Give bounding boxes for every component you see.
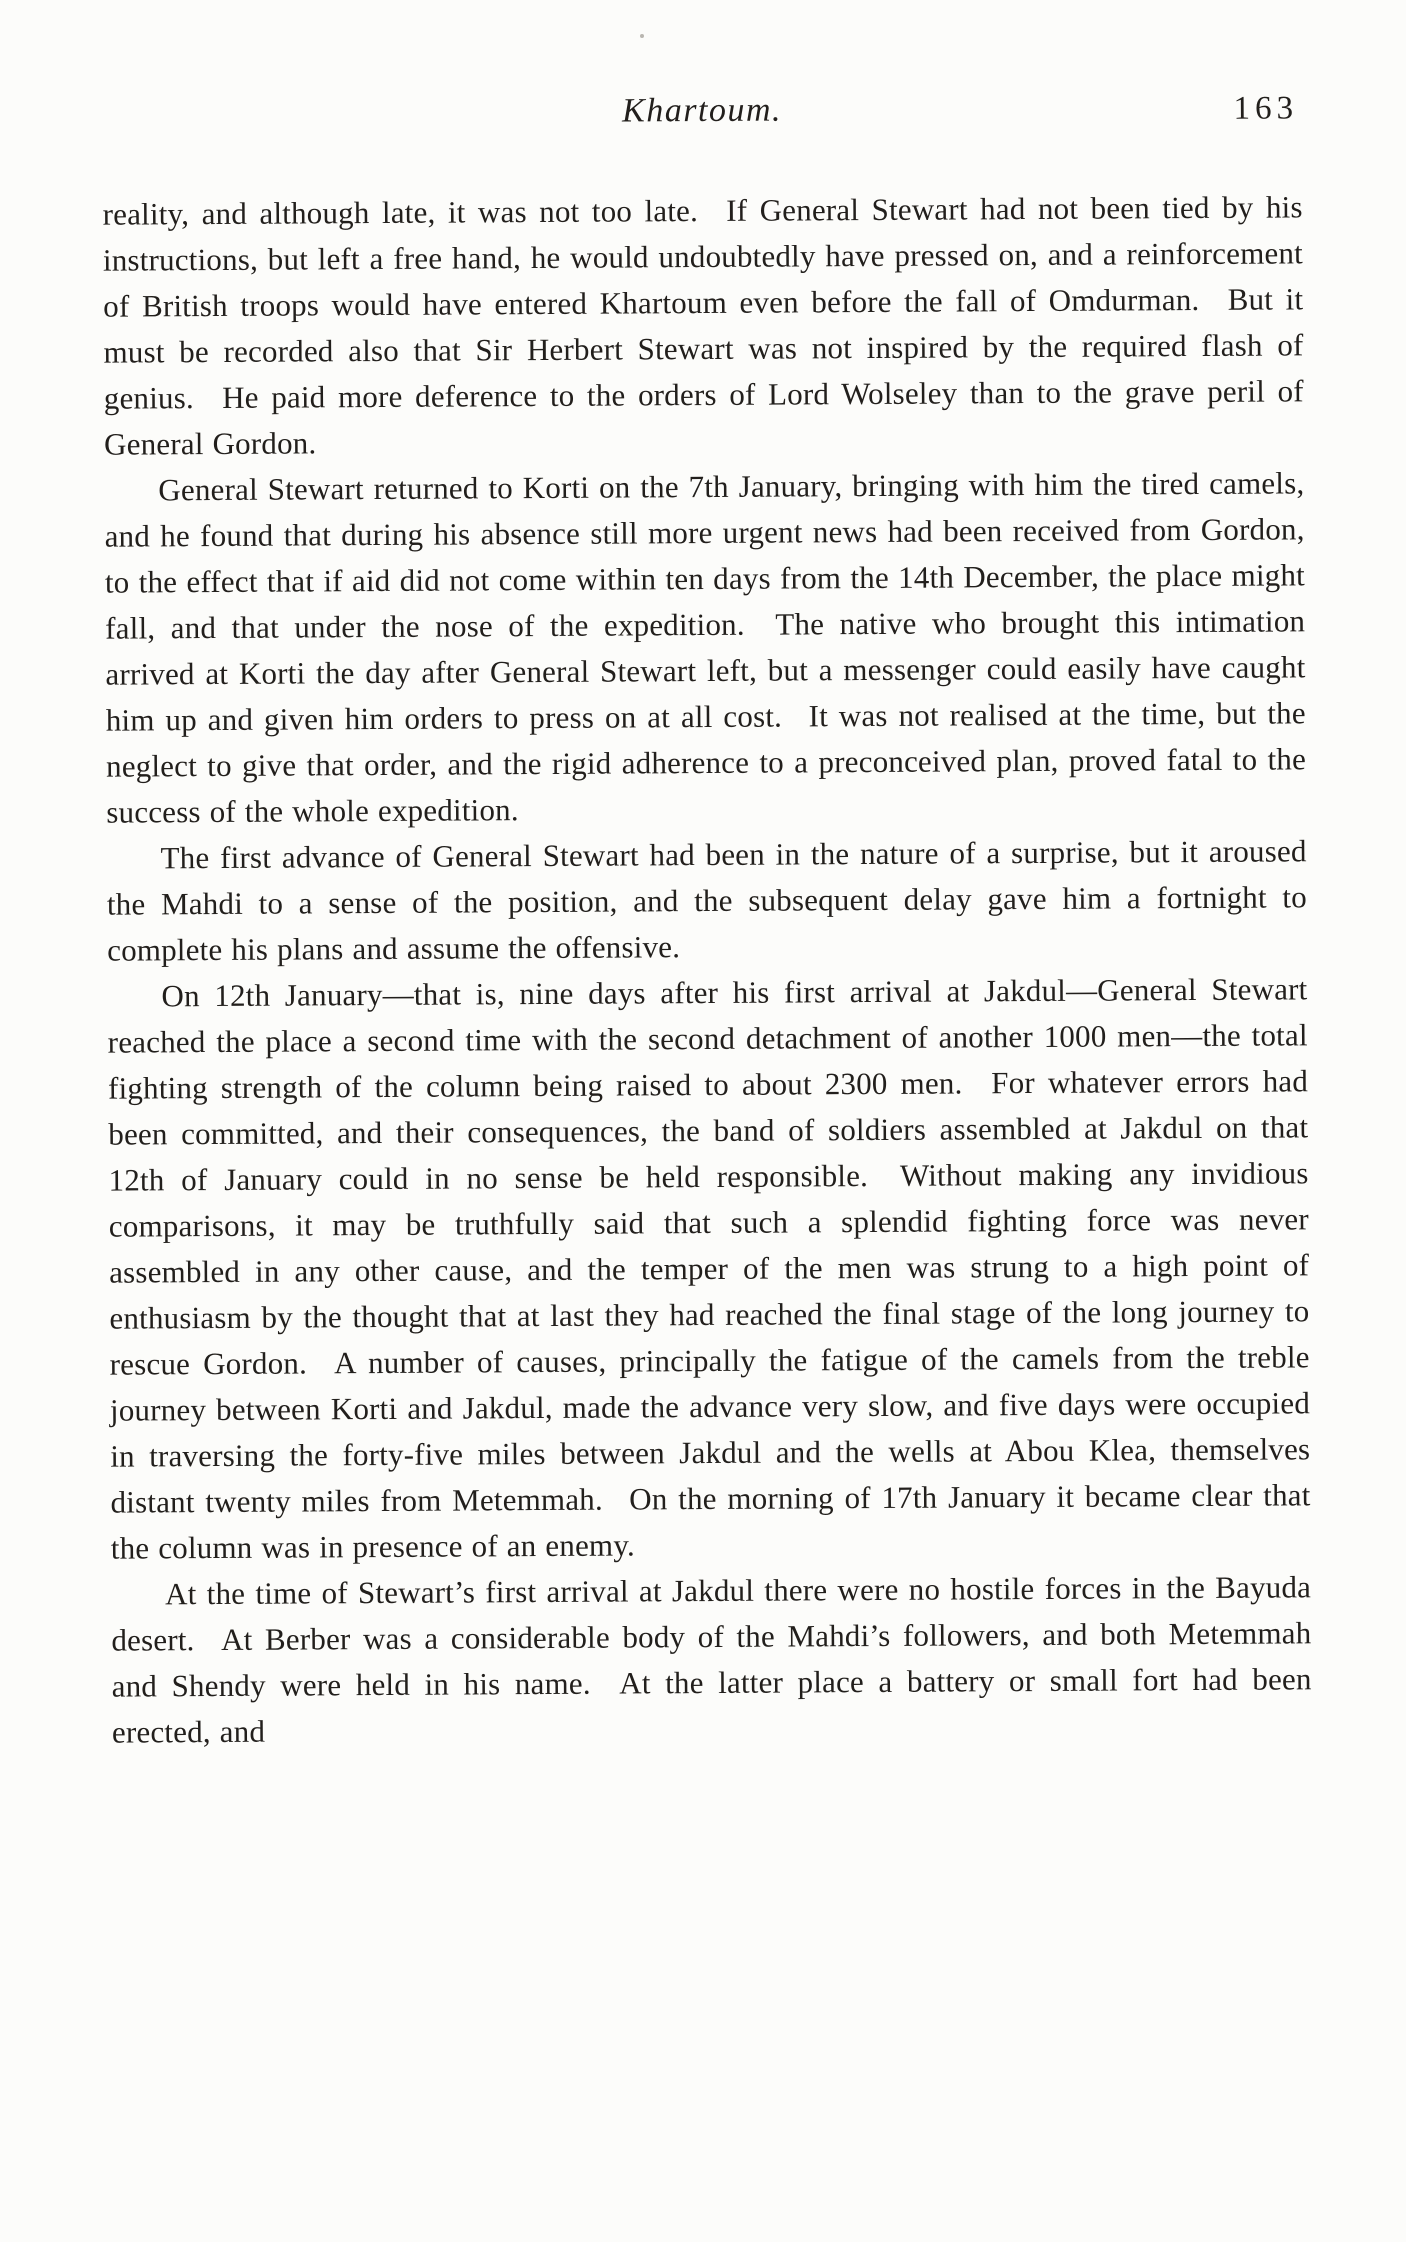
running-header bbox=[102, 88, 1302, 143]
paragraph-1: reality, and although late, it was not too late. If General Stewart had not been tied by his instructions, but left a free hand, he would undoubtedly have pressed on, and a reinforcement of British troops would have entered Khartoum even before the fall of Omdurman. But it must be recorded also that Sir Herbert Stewart was not inspired by the required flash of genius. He paid more deference to the orders of Lord Wolseley than to the grave peril of General Gordon. bbox=[102, 189, 1304, 462]
paragraph-2: General Stewart returned to Korti on the 7th January, bringing with him the tired camels, and he found that during his absence still more urgent news had been received from Gordon, to the effect that if aid did not come within ten days from the 14th December, the place might fall, and that under the nose of the expedition. The native who brought this intimation arrived at Korti the day after General Stewart left, but a messenger could easily have caught him up and given him orders to press on at all cost. It was not realised at the time, but the neglect to give that order, and the rigid adherence to a preconceived plan, proved fatal to the success of the whole expedition. bbox=[104, 465, 1307, 830]
paragraph-5: At the time of Stewart’s first arrival at Jakdul there were no hostile forces in the Bayuda desert. At Berber was a considerable body of the Mahdi’s followers, and both Metemmah and Shendy were held in his name. At the latter place a battery or small fort had been erected, and bbox=[111, 1569, 1312, 1750]
body-text bbox=[103, 184, 1313, 1755]
scanned-content bbox=[102, 88, 1312, 1755]
scan-speck bbox=[640, 34, 644, 38]
running-title: Khartoum. bbox=[621, 91, 783, 130]
page-number: 163 bbox=[1233, 90, 1299, 127]
paragraph-3: The first advance of General Stewart had been in the nature of a surprise, but it aroused the Mahdi to a sense of the position, and the subsequent delay gave him a fortnight to complete his plans and assume the offensive. bbox=[106, 833, 1307, 968]
paragraph-4: On 12th January—that is, nine days after his first arrival at Jakdul—General Stewart reached the place a second time with the second detachment of another 1000 men—the total fighting strength of the column being raised to about 2300 men. For whatever errors had been committed, and their consequences, the band of soldiers assembled at Jakdul on that 12th of January could in no sense be held responsible. Without making any invidious comparisons, it may be truthfully said that such a splendid fighting force was never assembled in any other cause, and the temper of the men was strung to a high point of enthusiasm by the thought that at last they had reached the final stage of the long journey to rescue Gordon. A number of causes, principally the fatigue of the camels from the treble journey between Korti and Jakdul, made the advance very slow, and five days were occupied in traversing the forty-five miles between Jakdul and the wells at Abou Klea, themselves distant twenty miles from Metemmah. On the morning of 17th January it became clear that the column was in presence of an enemy. bbox=[107, 971, 1311, 1566]
